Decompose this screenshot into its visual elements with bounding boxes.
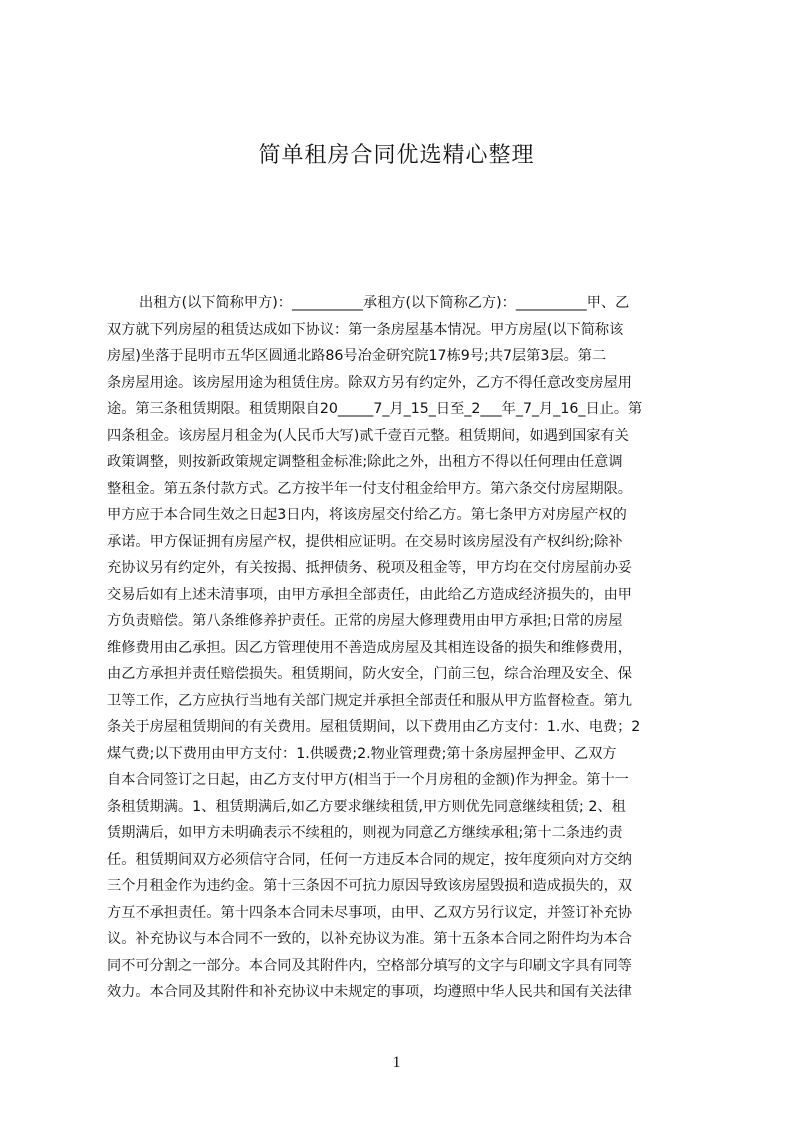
body-line: 政策调整，则按新政策规定调整租金标准;除此之外，出租方不得以任何理由任意调 [107, 454, 623, 470]
body-line: 双方就下列房屋的租赁达成如下协议：第一条房屋基本情况。甲方房屋(以下简称该 [107, 321, 624, 338]
body-line: 四条租金。该房屋月租金为(人民币大写)贰千壹百元整。租赁期间，如遇到国家有关 [107, 427, 629, 444]
body-line: 条房屋用途。该房屋用途为租赁住房。除双方另有约定外，乙方不得任意改变房屋用 [107, 374, 632, 391]
body-line: 条关于房屋租赁期间的有关费用。屋租赁期间，以下费用由乙方支付：1.水、电费；2 [107, 719, 641, 735]
document-title: 简单租房合同优选精心整理 [258, 143, 535, 168]
body-line: 条租赁期满。1、租赁期满后,如乙方要求继续租赁,甲方则优先同意继续租赁; 2、租 [107, 798, 626, 815]
body-line: 方负责赔偿。第八条维修养护责任。正常的房屋大修理费用由甲方承担;日常的房屋 [107, 613, 623, 629]
body-line: 效力。本合同及其附件和补充协议中未规定的事项，均遵照中华人民共和国有关法律 [107, 984, 632, 1000]
body-line: 三个月租金作为违约金。第十三条因不可抗力原因导致该房屋毁损和造成损失的，双 [107, 878, 632, 894]
body-line: 途。第三条租赁期限。租赁期限自20_____7_月_15_日至_2___年_7_月_16_日止。第 [107, 401, 643, 417]
body-line: 甲方应于本合同生效之日起3日内，将该房屋交付给乙方。第七条甲方对房屋产权的 [107, 507, 627, 523]
body-line: 整租金。第五条付款方式。乙方按半年一付支付租金给甲方。第六条交付房屋期限。 [107, 480, 632, 497]
body-line: 维修费用由乙承担。因乙方管理使用不善造成房屋及其相连设备的损失和维修费用， [107, 639, 632, 656]
body-line: 自本合同签订之日起，由乙方支付甲方(相当于一个月房租的金额)作为押金。第十一 [107, 772, 629, 788]
contract-body [107, 290, 700, 1006]
body-line: 由乙方承担并责任赔偿损失。租赁期间，防火安全，门前三包，综合治理及安全、保 [107, 666, 632, 682]
body-line: 同不可分割之一部分。本合同及其附件内，空格部分填写的文字与印刷文字具有同等 [107, 957, 632, 974]
body-line: 房屋)坐落于昆明市五华区圆通北路86号冶金研究院17栋9号;共7层第3层。第二 [107, 348, 607, 364]
body-line: 交易后如有上述未清事项，由甲方承担全部责任，由此给乙方造成经济损失的，由甲 [107, 586, 632, 603]
body-line: 任。租赁期间双方必须信守合同，任何一方违反本合同的规定，按年度须向对方交纳 [107, 851, 632, 868]
body-line: 充协议另有约定外，有关按揭、抵押债务、税项及租金等，甲方均在交付房屋前办妥 [107, 560, 632, 576]
body-line: 赁期满后，如甲方未明确表示不续租的，则视为同意乙方继续承租;第十二条违约责 [107, 825, 623, 841]
page-number: 1 [392, 1054, 401, 1071]
body-line: 方互不承担责任。第十四条本合同未尽事项，由甲、乙双方另行议定，并签订补充协 [107, 904, 632, 921]
body-line: 承诺。甲方保证拥有房屋产权，提供相应证明。在交易时该房屋没有产权纠纷;除补 [107, 533, 623, 550]
body-line: 出租方(以下简称甲方)：__________承租方(以下简称乙方)：__________甲、乙 [139, 295, 630, 311]
body-line: 煤气费;以下费用由甲方支付：1.供暖费;2.物业管理费;第十条房屋押金甲、乙双方 [107, 745, 617, 762]
body-line: 议。补充协议与本合同不一致的，以补充协议为准。第十五条本合同之附件均为本合 [107, 931, 632, 947]
body-line: 卫等工作，乙方应执行当地有关部门规定并承担全部责任和服从甲方监督检查。第九 [107, 692, 632, 709]
